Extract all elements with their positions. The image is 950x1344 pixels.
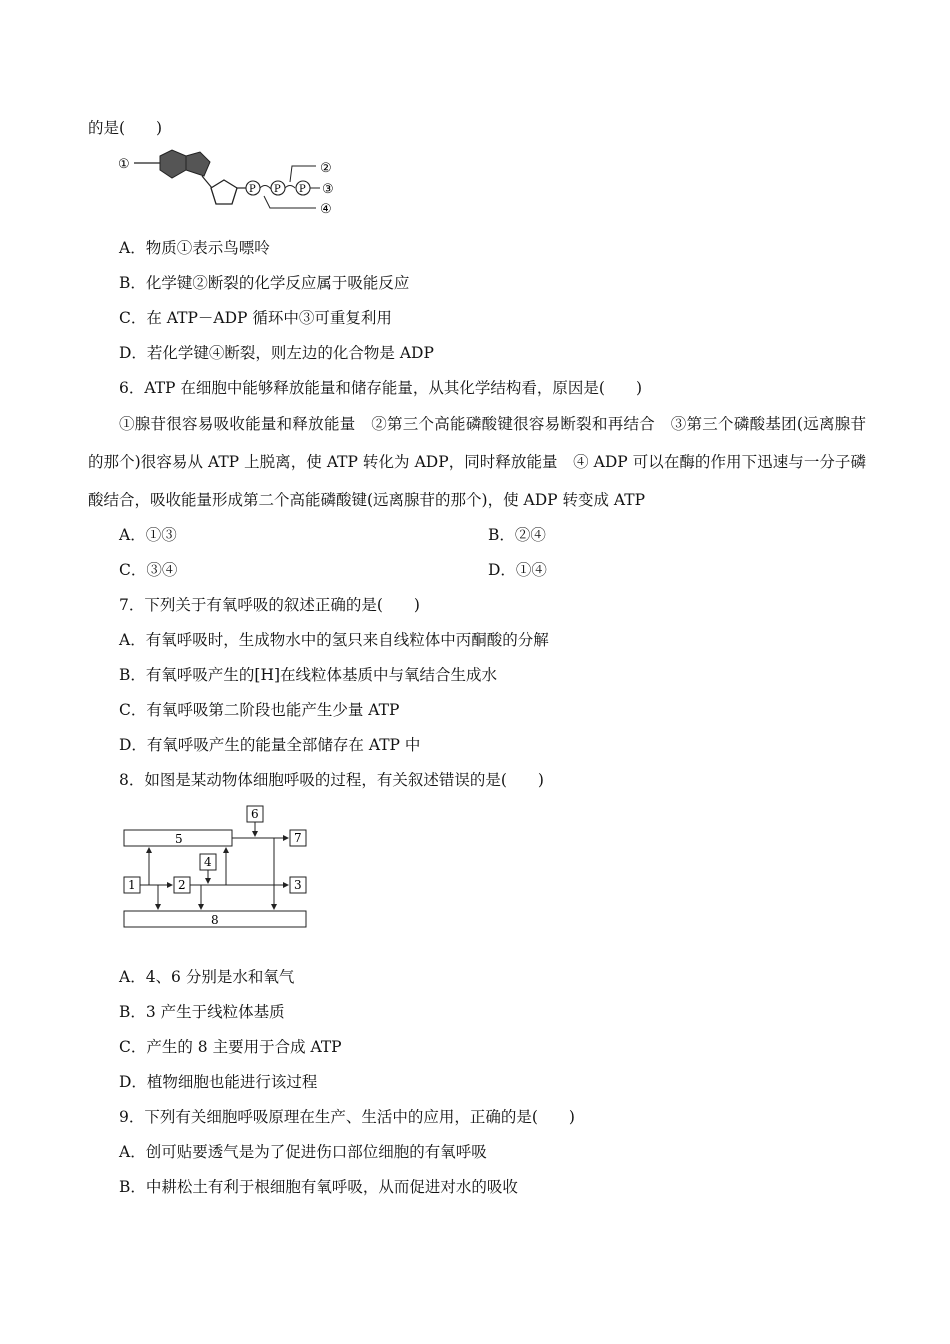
- box-1-label: 1: [128, 878, 136, 892]
- atp-label-2: ②: [320, 161, 332, 176]
- box-5-label: 5: [175, 832, 183, 846]
- q7-stem: 7．下列关于有氧呼吸的叙述正确的是( ): [119, 596, 420, 614]
- phosphate-2: P: [274, 184, 281, 195]
- q6-option-b: B．②④: [488, 526, 546, 544]
- atp-label-3: ③: [322, 182, 334, 197]
- phosphate-1: P: [249, 184, 256, 195]
- q6-option-c: C．③④: [119, 561, 178, 579]
- atp-structure-figure: [114, 146, 344, 218]
- q9-stem: 9．下列有关细胞呼吸原理在生产、生活中的应用，正确的是( ): [119, 1108, 575, 1126]
- box-7-label: 7: [294, 831, 302, 845]
- q6-option-d: D．①④: [488, 561, 547, 579]
- q6-statements: ①腺苷很容易吸收能量和释放能量 ②第三个高能磷酸键很容易断裂和再结合 ③第三个磷酸基团(远离腺苷的那个)很容易从 ATP 上脱离，使 ATP 转化为 ADP，同时释放能量 ④ ADP 可以在酶的作用下迅速与一分子磷酸结合，吸收能量形成第二个高能磷酸键(远离腺苷的那个)，使 ADP 转变成 ATP: [88, 415, 866, 509]
- q7-option-a: A．有氧呼吸时，生成物水中的氢只来自线粒体中丙酮酸的分解: [119, 631, 549, 649]
- q9-option-b: B．中耕松土有利于根细胞有氧呼吸，从而促进对水的吸收: [119, 1178, 518, 1196]
- box-6-label: 6: [251, 807, 259, 821]
- q6-option-a: A．①③: [119, 526, 177, 544]
- q7-option-d: D．有氧呼吸产生的能量全部储存在 ATP 中: [119, 736, 421, 754]
- q7-option-c: C．有氧呼吸第二阶段也能产生少量 ATP: [119, 701, 400, 719]
- q8-stem: 8．如图是某动物体细胞呼吸的过程，有关叙述错误的是( ): [119, 771, 544, 789]
- q8-option-a: A．4、6 分别是水和氧气: [119, 968, 295, 986]
- adenine-ring-icon: [186, 152, 210, 176]
- q5-option-d: D．若化学键④断裂，则左边的化合物是 ADP: [119, 344, 434, 362]
- box-4-label: 4: [204, 855, 212, 869]
- q5-option-c: C．在 ATP－ADP 循环中③可重复利用: [119, 309, 392, 327]
- phosphate-3: P: [299, 184, 306, 195]
- adenine-ring-icon: [160, 150, 186, 178]
- q9-option-a: A．创可贴要透气是为了促进伤口部位细胞的有氧呼吸: [119, 1143, 487, 1161]
- q6-stem: 6．ATP 在细胞中能够释放能量和储存能量，从其化学结构看，原因是( ): [119, 379, 642, 397]
- q7-option-b: B．有氧呼吸产生的[H]在线粒体基质中与氧结合生成水: [119, 666, 498, 684]
- box-8-label: 8: [211, 913, 219, 927]
- ribose-pentagon-icon: [211, 180, 237, 204]
- q5-option-b: B．化学键②断裂的化学反应属于吸能反应: [119, 274, 410, 292]
- q8-option-b: B．3 产生于线粒体基质: [119, 1003, 285, 1021]
- atp-label-1: ①: [118, 157, 130, 172]
- box-3-label: 3: [294, 878, 302, 892]
- q8-option-d: D．植物细胞也能进行该过程: [119, 1073, 318, 1091]
- respiration-flow-diagram: [118, 802, 314, 932]
- q5-option-a: A．物质①表示鸟嘌呤: [119, 239, 270, 257]
- q8-option-c: C．产生的 8 主要用于合成 ATP: [119, 1038, 342, 1056]
- atp-label-4: ④: [320, 202, 332, 217]
- box-2-label: 2: [178, 878, 186, 892]
- q5-stem-tail: 的是( ): [88, 119, 163, 137]
